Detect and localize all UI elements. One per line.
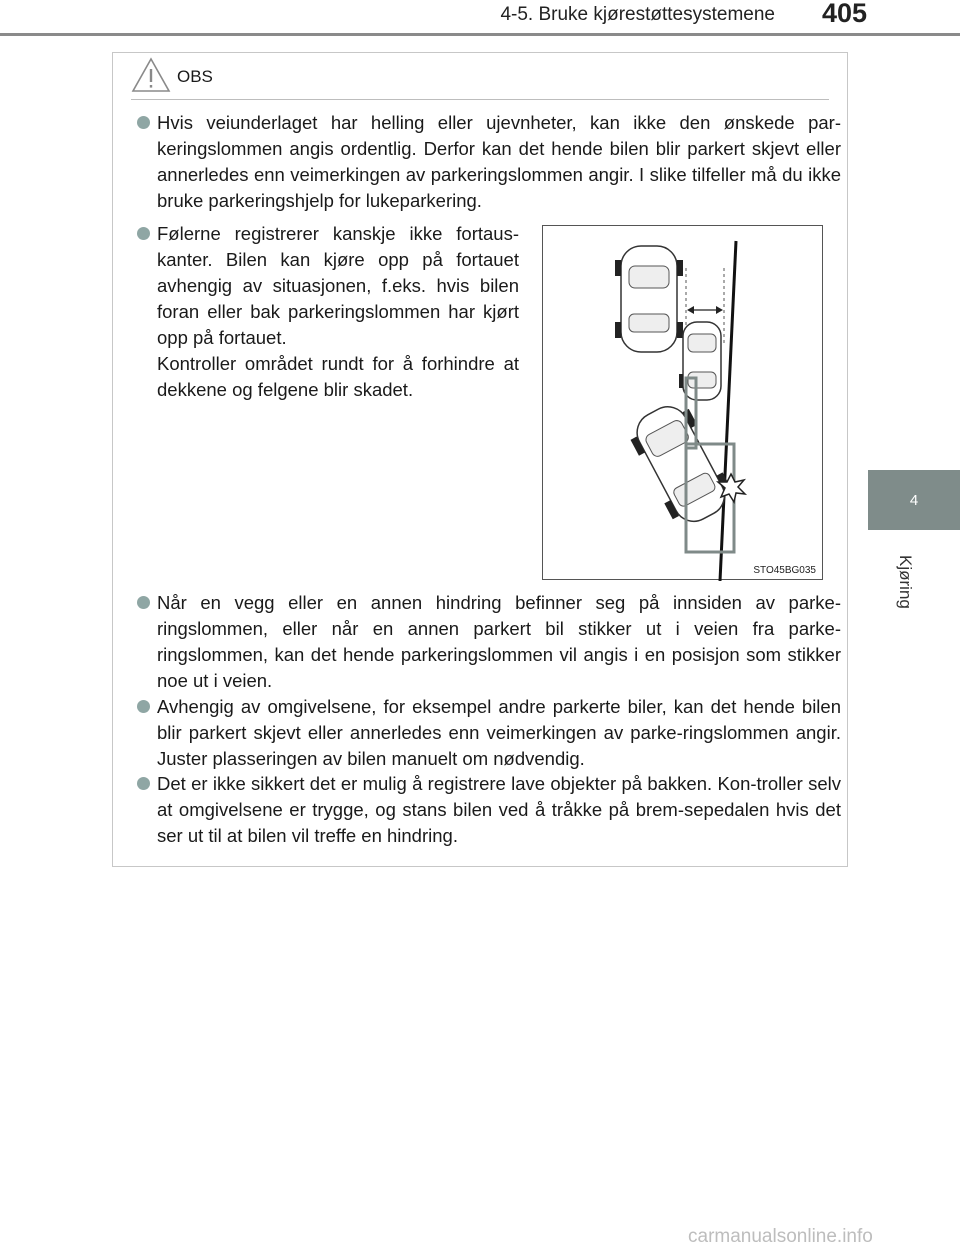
notice-item-wall: Når en vegg eller en annen hindring befinner seg på innsiden av parke-ringslommen, eller når en annen parkert bil stikker ut i veien fra parke-ringslommen, kan det hende parkeringslommen vil angis i en posisjon som stikker noe ut i veien. [157, 590, 841, 694]
page-number: 405 [822, 0, 868, 28]
car-upper [615, 246, 683, 352]
notice-header [131, 57, 213, 93]
car-maneuvering [624, 396, 738, 531]
notice-item-low-objects: Det er ikke sikkert det er mulig å registrere lave objekter på bakken. Kon-troller selv at omgivelsene er trygge, og stans bilen ved å tråkke på brem-sepedalen hvis det ser ut til at bilen vil treffe en hindring. [157, 771, 841, 849]
chapter-label: Kjøring [896, 555, 915, 609]
figure-code: STO45BG035 [753, 565, 816, 576]
watermark: carmanualsonline.info [688, 1226, 873, 1247]
notice-item-curb-text: Følerne registrerer kanskje ikke fortaus-kanter. Bilen kan kjøre opp på fortauet avhengig av situasjonen, f.eks. hvis bilen foran eller bak parkeringslommen har kjørt opp på fortauet. [157, 223, 519, 348]
parking-figure [542, 225, 823, 580]
notice-item-curb-extra: Kontroller området rundt for å forhindre at dekkene og felgene blir skadet. [157, 353, 519, 400]
notice-item-slope: Hvis veiunderlaget har helling eller ujevnheter, kan ikke den ønskede par-keringslommen angis ordentlig. Derfor kan det hende bilen blir parkert skjevt eller annerledes enn veimerkingen av parkeringslommen angir. I slike tilfeller må du ikke bruke parkeringshjelp for lukeparkering. [157, 110, 841, 214]
notice-header-rule [131, 99, 829, 100]
header-rule [0, 33, 960, 36]
warning-triangle-icon [131, 57, 171, 93]
notice-box [112, 52, 848, 867]
notice-item-curb [157, 221, 519, 403]
chapter-tab[interactable]: 4 [868, 470, 960, 530]
section-title: 4-5. Bruke kjørestøttesystemene [500, 4, 775, 25]
parking-diagram [543, 226, 824, 581]
notice-heading: OBS [177, 67, 213, 86]
notice-item-surroundings: Avhengig av omgivelsene, for eksempel andre parkerte biler, kan det hende bilen blir parkert skjevt eller annerledes enn veimerkingen av parke-ringslommen angir. Juster plasseringen av bilen manuelt om nødvendig. [157, 694, 841, 772]
